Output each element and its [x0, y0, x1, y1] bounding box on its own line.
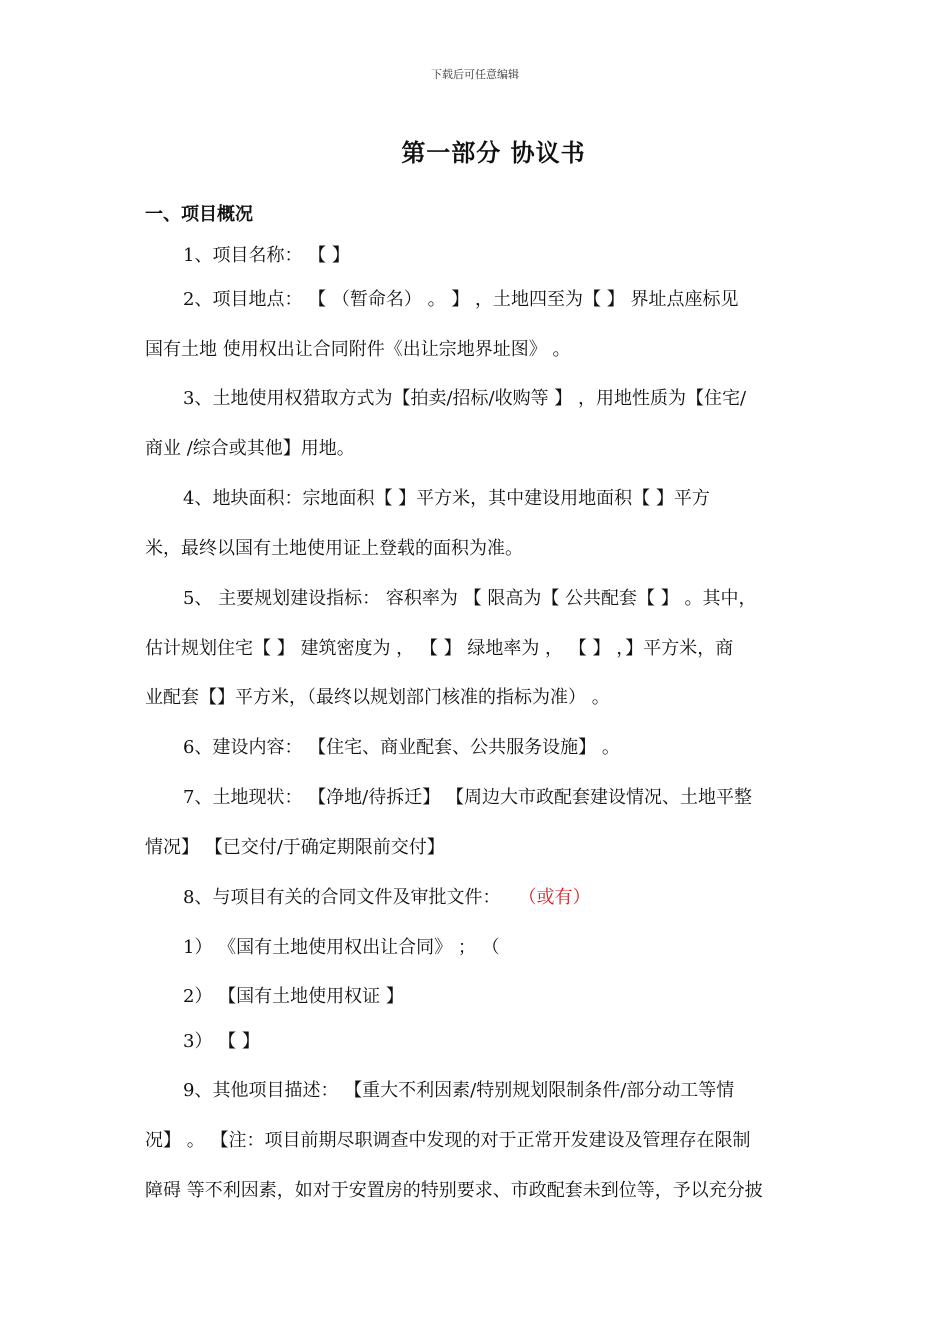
- document-title: 第一部分 协议书: [401, 138, 586, 167]
- sub-item-1: 1） 《国有土地使用权出让合同》 ； （: [183, 937, 500, 958]
- sub-item-2: 2） 【国有土地使用权证 】: [183, 986, 404, 1007]
- item-9-continuation-2: 障碍 等不利因素，如对于安置房的特别要求、市政配套未到位等，予以充分披: [145, 1180, 763, 1201]
- item-5-planning-indicators: 5、 主要规划建设指标： 容积率为 【 限高为【 公共配套【 】 。其中，: [183, 588, 757, 609]
- item-9-continuation-1: 况】 。 【注：项目前期尽职调查中发现的对于正常开发建设及管理存在限制: [145, 1130, 751, 1151]
- item-8-related-documents: [183, 886, 590, 910]
- page-header-note: 下载后可任意编辑: [431, 68, 519, 81]
- item-9-other-description: 9、其他项目描述： 【重大不利因素/特别规划限制条件/部分动工等情: [183, 1080, 735, 1101]
- section-heading: 一、项目概况: [145, 204, 253, 225]
- item-8-label: 8、与项目有关的合同文件及审批文件：: [183, 887, 501, 908]
- item-7-continuation: 情况】 【已交付/于确定期限前交付】: [145, 837, 445, 858]
- optional-note: （或有）: [518, 887, 591, 908]
- item-7-land-status: 7、土地现状： 【净地/待拆迁】 【周边大市政配套建设情况、土地平整: [183, 787, 752, 808]
- item-5-continuation-1: 估计规划住宅【 】 建筑密度为 ， 【 】 绿地率为 ， 【 】 ，】平方米，商: [145, 638, 734, 659]
- item-2-continuation: 国有土地 使用权出让合同附件《出让宗地界址图》 。: [145, 339, 571, 360]
- item-2-project-location: 2、项目地点： 【 （暂命名） 。 】 ，土地四至为【 】 界址点座标见: [183, 289, 739, 310]
- item-4-land-area: 4、地块面积：宗地面积【 】平方米，其中建设用地面积【 】平方: [183, 488, 710, 509]
- item-4-continuation: 米，最终以国有土地使用证上登载的面积为准。: [145, 538, 523, 559]
- item-3-land-acquisition: 3、土地使用权猎取方式为【拍卖/招标/收购等 】 ，用地性质为【住宅/: [183, 388, 747, 409]
- item-1-project-name: 1、项目名称： 【 】: [183, 245, 350, 266]
- item-5-continuation-2: 业配套【】平方米，（最终以规划部门核准的指标为准） 。: [145, 687, 610, 708]
- item-6-construction-content: 6、建设内容： 【住宅、商业配套、公共服务设施】 。: [183, 737, 620, 758]
- sub-item-3: 3） 【 】: [183, 1031, 260, 1052]
- item-3-continuation: 商业 /综合或其他】用地。: [145, 438, 355, 459]
